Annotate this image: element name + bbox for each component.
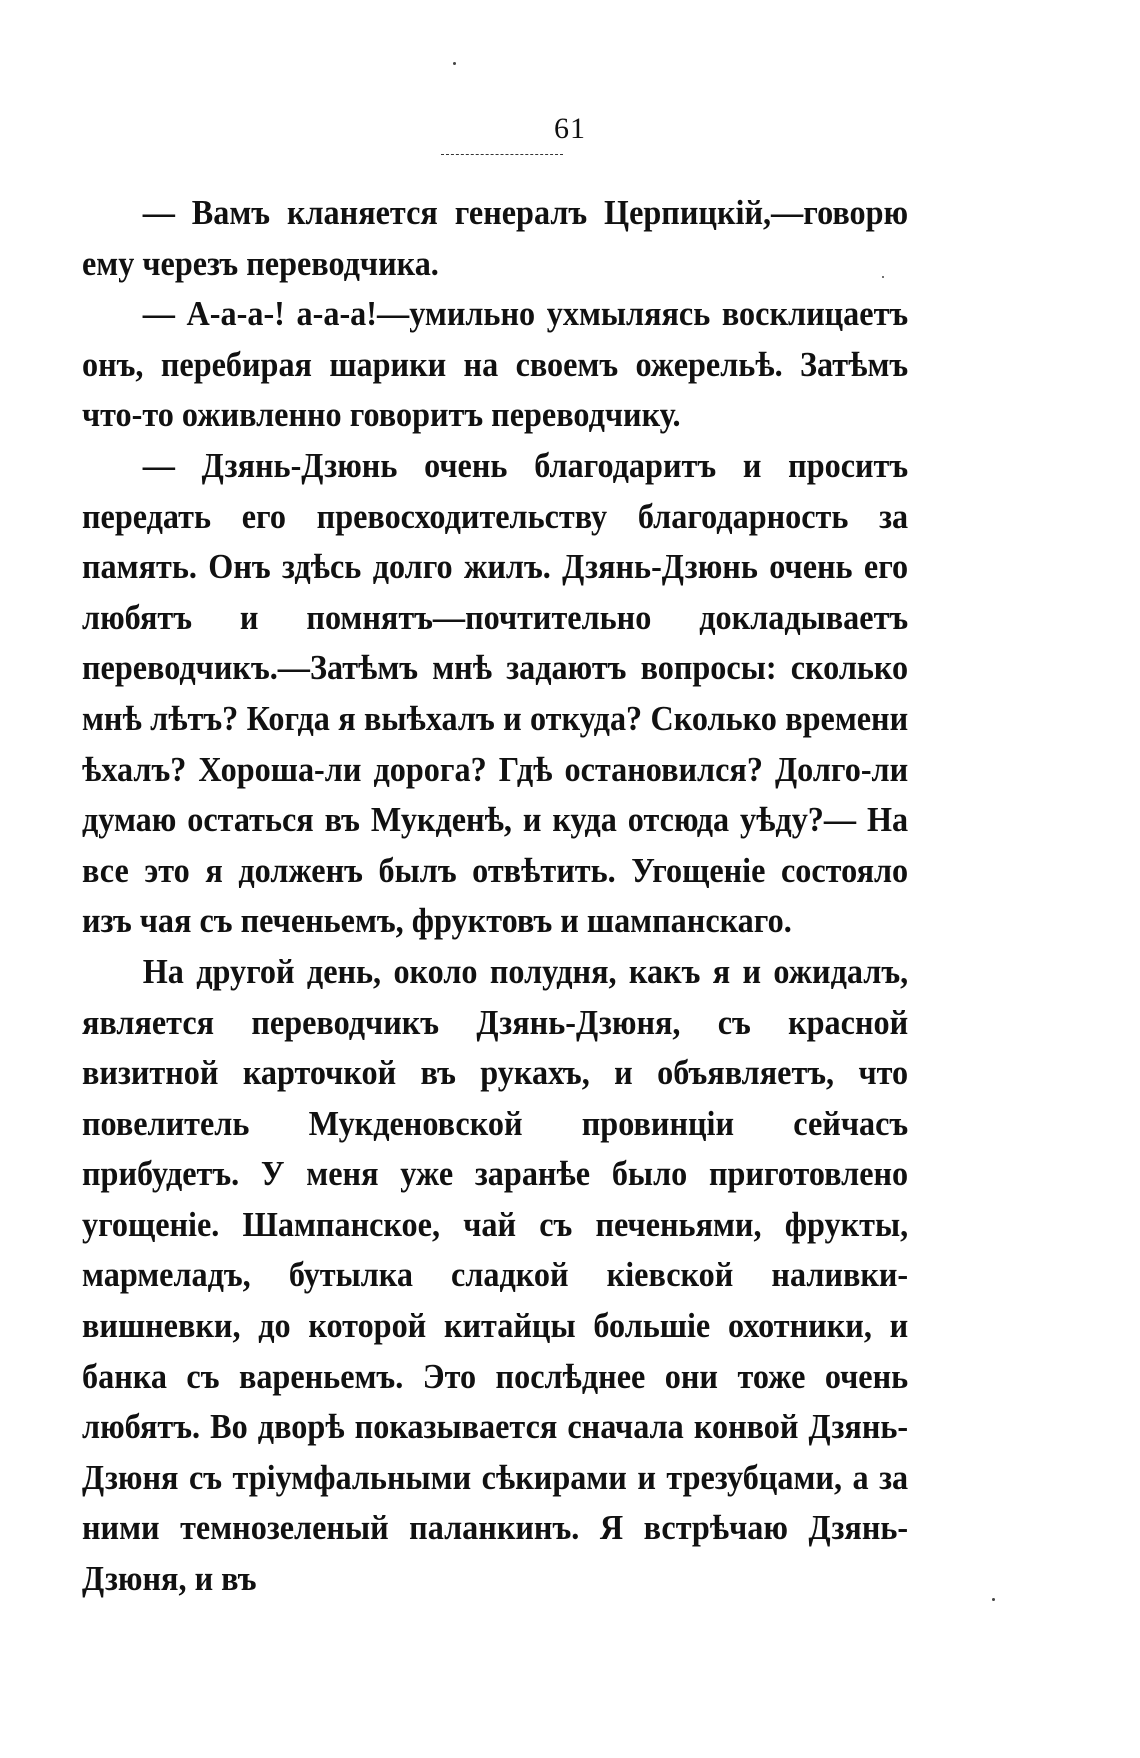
header-rule (441, 154, 563, 155)
body-text (82, 188, 908, 1605)
page-number: 61 (554, 112, 586, 145)
paragraph-1: — Вамъ кланяется генералъ Церпицкій,—говорю ему черезъ переводчика. (82, 193, 909, 283)
print-speck (882, 276, 884, 278)
paragraph-2: — А-а-а-! а-а-а!—умильно ухмыляясь восклицаетъ онъ, перебирая шарики на своемъ ожерельѣ. Затѣмъ что-то оживленно говоритъ переводчику. (82, 294, 909, 435)
paragraph-3: — Дзянь-Дзюнь очень благодаритъ и проситъ передать его превосходительству благодарность за память. Онъ здѣсь долго жилъ. Дзянь-Дзюнь очень его любятъ и помнятъ—почтительно докладываетъ переводчикъ.—Затѣмъ мнѣ задаютъ вопросы: сколько мнѣ лѣтъ? Когда я выѣхалъ и откуда? Сколько времени ѣхалъ? Хороша-ли дорога? Гдѣ остановился? Долго-ли думаю остаться въ Мукденѣ, и куда отсюда уѣду?— На все это я долженъ былъ отвѣтить. Угощеніе состояло изъ чая съ печеньемъ, фруктовъ и шампанскаго. (82, 445, 909, 941)
print-speck (453, 62, 456, 65)
print-speck (992, 1598, 995, 1601)
paragraph-4: На другой день, около полудня, какъ я и ожидалъ, является переводчикъ Дзянь-Дзюня, съ красной визитной карточкой въ рукахъ, и объявляетъ, что повелитель Мукденовской провинціи сейчасъ прибудетъ. У меня уже заранѣе было приготовлено угощеніе. Шампанское, чай съ печеньями, фрукты, мармеладъ, бутылка сладкой кіевской наливки-вишневки, до которой китайцы большіе охотники, и банка съ вареньемъ. Это послѣднее они тоже очень любятъ. Во дворѣ показывается сначала конвой Дзянь-Дзюня съ тріумфальными сѣкирами и трезубцами, а за ними темнозеленый паланкинъ. Я встрѣчаю Дзянь-Дзюня, и въ (82, 951, 909, 1599)
page-header (0, 112, 1140, 146)
